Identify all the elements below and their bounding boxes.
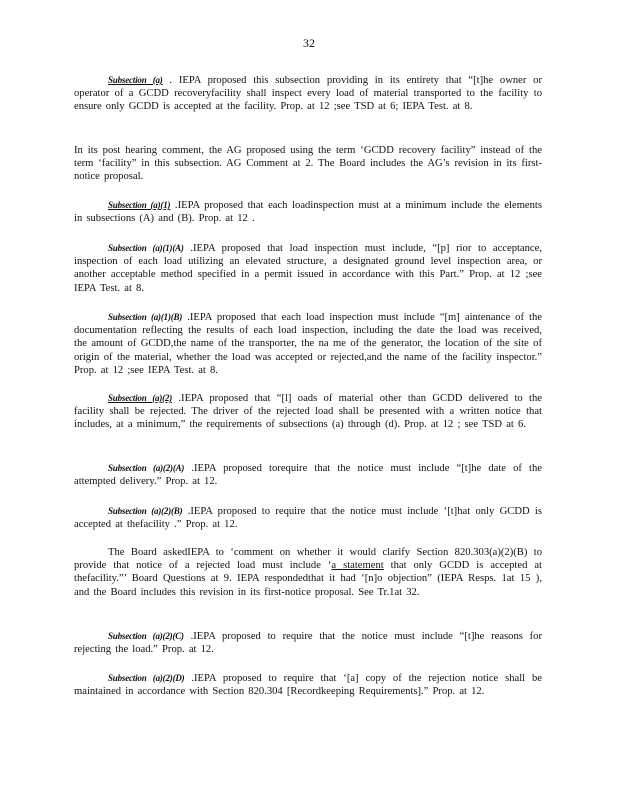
paragraph-subsection-a — [74, 74, 542, 114]
paragraph-subsection-a2c — [74, 630, 542, 656]
paragraph-board-question — [74, 546, 542, 599]
subsection-heading: Subsection (a)(1)(A) — [108, 243, 184, 253]
paragraph-subsection-a2a — [74, 462, 542, 488]
subsection-heading: Subsection (a)(2)(D) — [108, 673, 185, 683]
subsection-heading: Subsection (a)(2)(B) — [108, 506, 183, 516]
paragraph-subsection-a2 — [74, 392, 542, 432]
paragraph-text: .IEPA proposed to require that ‘[a] copy of the rejection notice shall be maintained in accordance with Section 820.304 [Recordkeeping Requirements].” Prop. at 12. — [74, 673, 542, 698]
paragraph-subsection-a2d — [74, 672, 542, 698]
paragraph-ag-comment — [74, 144, 542, 184]
underlined-phrase: a statement — [331, 560, 384, 572]
paragraph-text: . IEPA proposed this subsection providing in its entirety that “[t]he owner or operator of a GCDD recoveryfacility shall inspect every load of material transported to the facility to ensure only GCDD is accepted at the facility. Prop. at 12 ;see TSD at 6; IEPA Test. at 8. — [74, 75, 543, 113]
paragraph-subsection-a1a — [74, 242, 542, 295]
subsection-heading: Subsection (a)(1) — [108, 200, 171, 210]
subsection-heading: Subsection (a)(2) — [108, 393, 173, 403]
paragraph-text: .IEPA proposed torequire that the notice must include “[t]he date of the attempted delivery.” Prop. at 12. — [74, 463, 542, 488]
paragraph-text: .IEPA proposed that each loadinspection must at a minimum include the elements in subsections (A) and (B). Prop. at 12 . — [74, 200, 542, 225]
page-number: 32 — [303, 36, 315, 50]
subsection-heading: Subsection (a)(2)(C) — [108, 631, 184, 641]
subsection-heading: Subsection (a)(2)(A) — [108, 463, 185, 473]
paragraph-text: .IEPA proposed that load inspection must include, “[p] rior to acceptance, inspection of each load utilizing an elevated structure, a designated ground level inspection area, or another acceptable method specified in a permit issued in accordance with this Part.” Prop. at 12 ;see IEPA Test. at 8. — [74, 243, 542, 294]
paragraph-text: .IEPA proposed to require that the notice must include ‘[t]hat only GCDD is accepted at thefacility .” Prop. at 12. — [74, 506, 542, 531]
subsection-heading: Subsection (a)(1)(B) — [108, 312, 183, 322]
paragraph-text: .IEPA proposed that “[l] oads of material other than GCDD delivered to the facility shall be rejected. The driver of the rejected load shall be presented with a written notice that includes, at a minimum,” the requirements of subsections (a) through (d). Prop. at 12 ; see TSD at 6. — [74, 393, 543, 431]
paragraph-text: The Board askedIEPA to ‘comment on whether it would clarify Section 820.303(a)(2)(B) to provide that notice of a rejected load must include ‘ — [74, 547, 542, 572]
paragraph-subsection-a2b — [74, 505, 542, 531]
paragraph-text: that only GCDD is accepted at thefacility.”’ Board Questions at 9. IEPA respondedthat it had ‘[n]o objection” (IEPA Resps. 1at 15 ), and the Board includes this revision in its first-notice proposal. See Tr.1at 32. — [74, 560, 542, 598]
paragraph-subsection-a1b — [74, 311, 542, 377]
subsection-heading: Subsection (a) — [108, 75, 163, 85]
paragraph-text: In its post hearing comment, the AG proposed using the term ‘GCDD recovery facility” instead of the term ‘facility” in this subsection. AG Comment at 2. The Board includes the AG’s revision in its first-notice proposal. — [74, 145, 542, 183]
paragraph-text: .IEPA proposed that each load inspection must include “[m] aintenance of the documentation reflecting the results of each load inspection, including the date the load was received, the amount of GCDD,the name of the transporter, the na me of the generator, the location of the site of origin of the material, whether the load was accepted or rejected,and the name of the facility inspector.” Prop. at 12 ;see IEPA Test. at 8. — [74, 312, 542, 376]
paragraph-text: .IEPA proposed to require that the notice must include “[t]he reasons for rejecting the load.” Prop. at 12. — [74, 631, 542, 656]
paragraph-subsection-a1 — [74, 199, 542, 225]
